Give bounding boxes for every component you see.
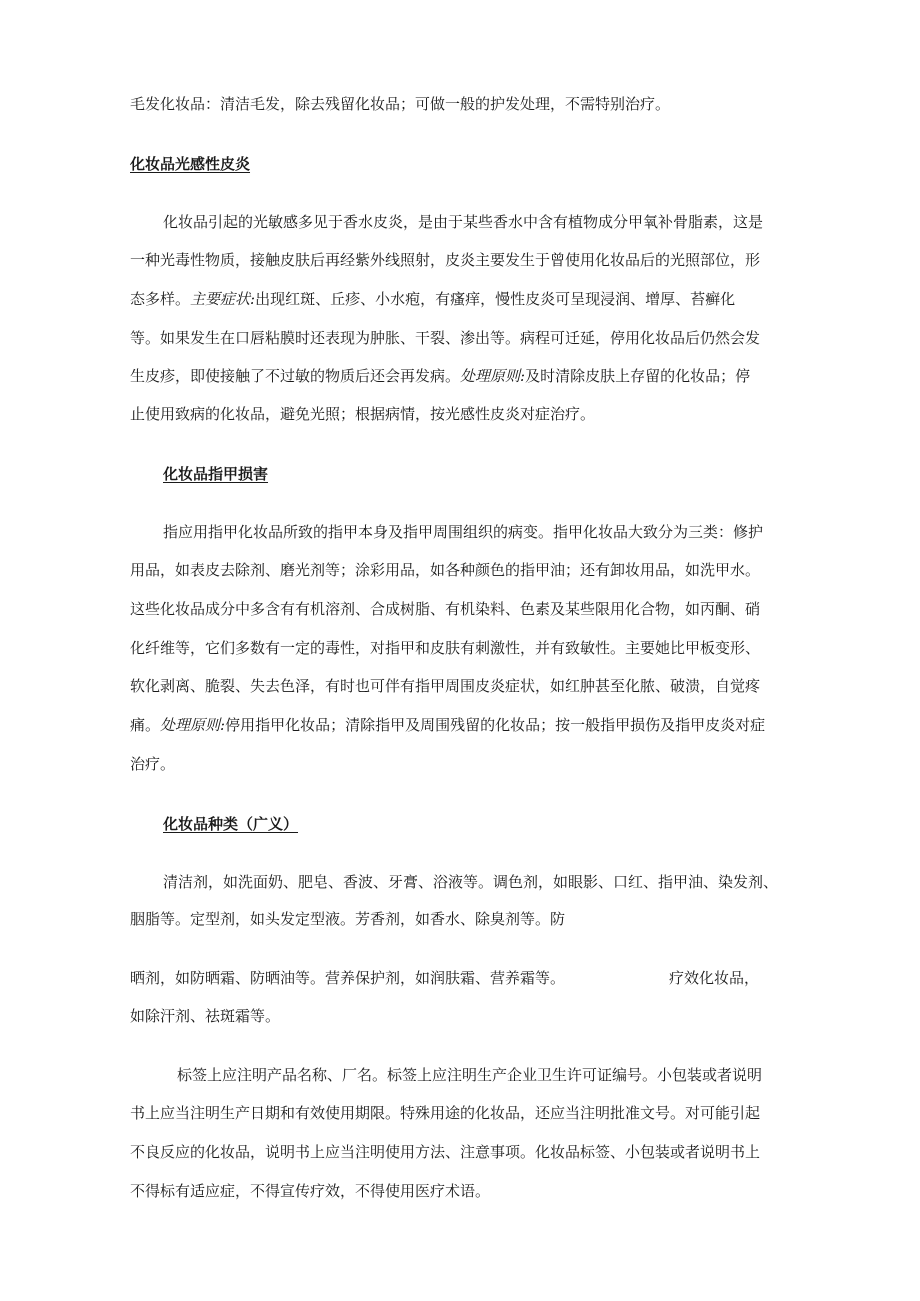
nail-paragraph-line-4: 化纤维等，它们多数有一定的毒性，对指甲和皮肤有刺激性，并有致敏性。主要她比甲板变形、	[130, 639, 761, 657]
label-paragraph-line-1: 标签上应注明产品名称、厂名。标签上应注明生产企业卫生许可证编号。小包装或者说明	[177, 1066, 763, 1084]
photo-line3-end: 出现红斑、丘疹、小水疱，有瘙痒，慢性皮炎可呈现浸润、增厚、苔癣化	[255, 290, 736, 308]
label-paragraph-line-4: 不得标有适应症，不得宣传疗效，不得使用医疗术语。	[130, 1182, 491, 1200]
nail-paragraph-line-6	[130, 716, 765, 734]
nail-paragraph-line-2: 用品，如表皮去除剂、磨光剂等；涂彩用品，如各种颜色的指甲油；还有卸妆用品，如洗甲水。	[130, 561, 761, 579]
hair-cosmetics-text: 毛发化妆品：清洁毛发，除去残留化妆品；可做一般的护发处理，不需特别治疗。	[130, 95, 671, 113]
photo-paragraph-line-4: 等。如果发生在口唇粘膜时还表现为肿胀、干裂、渗出等。病程可迁延，停用化妆品后仍然会发	[130, 329, 761, 347]
photo-paragraph-line-3	[130, 290, 735, 308]
photo-line5-end: 及时清除皮肤上存留的化妆品；停	[525, 367, 751, 385]
nail-line6-end: 停用指甲化妆品；清除指甲及周围残留的化妆品；按一般指甲损伤及指甲皮炎对症	[225, 716, 766, 734]
types-paragraph-line-1: 清洁剂，如洗面奶、肥皂、香波、牙膏、浴液等。调色剂，如眼影、口红、指甲油、染发剂、	[163, 873, 779, 891]
nail-paragraph-line-1: 指应用指甲化妆品所致的指甲本身及指甲周围组织的病变。指甲化妆品大致分为三类：修护	[163, 523, 764, 541]
types-paragraph-line-3a: 晒剂，如防晒霜、防晒油等。营养保护剂，如润肤霜、营养霜等。	[130, 969, 566, 987]
nail-treatment-label: 处理原则:	[160, 716, 226, 734]
types-paragraph-line-3b: 疗效化妆品，	[669, 969, 760, 987]
heading-photosensitive-dermatitis: 化妆品光感性皮炎	[130, 155, 251, 173]
heading-nail-damage: 化妆品指甲损害	[163, 465, 269, 483]
photo-line3-start: 态多样。	[130, 290, 191, 308]
types-paragraph-line-4: 如除汗剂、祛斑霜等。	[130, 1007, 281, 1025]
photo-paragraph-line-1: 化妆品引起的光敏感多见于香水皮炎，是由于某些香水中含有植物成分甲氧补骨脂素，这是	[163, 213, 764, 231]
photo-line5-start: 生皮疹，即使接触了不过敏的物质后还会再发病。	[130, 367, 461, 385]
nail-paragraph-line-3: 这些化妆品成分中多含有有机溶剂、合成树脂、有机染料、色素及某些限用化合物，如丙酮、硝	[130, 600, 761, 618]
photo-paragraph-line-2: 一种光毒性物质，接触皮肤后再经紫外线照射，皮炎主要发生于曾使用化妆品后的光照部位，形	[130, 251, 761, 269]
treatment-label: 处理原则:	[460, 367, 526, 385]
photo-paragraph-line-6: 止使用致病的化妆品，避免光照；根据病情，按光感性皮炎对症治疗。	[130, 405, 596, 423]
photo-paragraph-line-5	[130, 367, 750, 385]
heading-cosmetic-types: 化妆品种类（广义）	[163, 815, 299, 833]
nail-paragraph-line-5: 软化剥离、脆裂、失去色泽，有时也可伴有指甲周围皮炎症状，如红肿甚至化脓、破溃，自觉疼	[130, 677, 761, 695]
nail-line6-start: 痛。	[130, 716, 161, 734]
symptoms-label: 主要症状:	[190, 290, 256, 308]
label-paragraph-line-3: 不良反应的化妆品，说明书上应当注明使用方法、注意事项。化妆品标签、小包装或者说明书上	[130, 1143, 761, 1161]
label-paragraph-line-2: 书上应当注明生产日期和有效使用期限。特殊用途的化妆品，还应当注明批准文号。对可能引起	[130, 1104, 761, 1122]
types-paragraph-line-2: 胭脂等。定型剂，如头发定型液。芳香剂，如香水、除臭剂等。防	[130, 910, 566, 928]
nail-paragraph-line-7: 治疗。	[130, 755, 176, 773]
